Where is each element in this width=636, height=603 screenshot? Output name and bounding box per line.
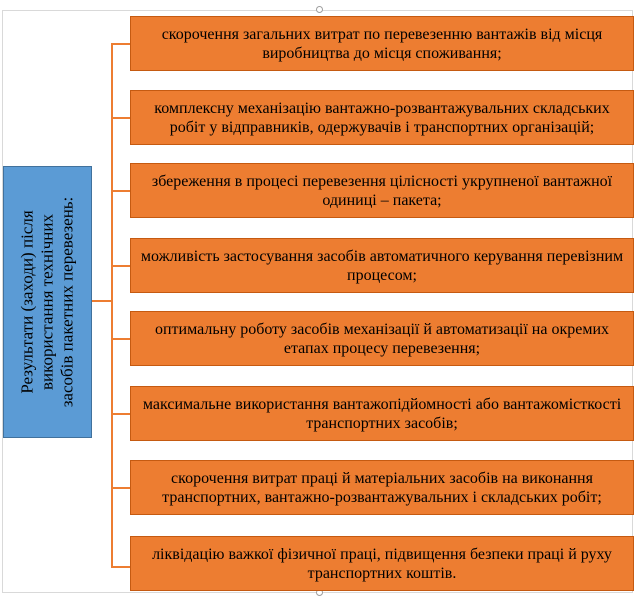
result-item-7: скорочення витрат праці й матеріальних засобів на виконання транспортних, вантажно-розвантажувальних і складських робіт; (130, 460, 634, 515)
connector-root-stub (92, 300, 112, 302)
connector-branch-4 (111, 265, 130, 267)
root-node (3, 166, 92, 438)
result-item-8: ліквідацію важкої фізичної праці, підвищення безпеки праці й руху транспортних коштів. (130, 536, 634, 591)
result-item-2: комплексну механізацію вантажно-розвантажувальних складських робіт у відправників, одержувачів і транспортних організацій; (130, 90, 634, 145)
result-item-5: оптимальну роботу засобів механізації й автоматизації на окремих етапах процесу перевезення; (130, 311, 634, 366)
root-label-line-1: Результати (заходи) після (17, 210, 37, 394)
connector-branch-7 (111, 487, 130, 489)
result-item-6: максимальне використання вантажопідйомності або вантажомісткості транспортних засобів; (130, 386, 634, 441)
connector-branch-3 (111, 190, 130, 192)
connector-branch-1 (111, 43, 130, 45)
result-item-3: збереження в процесі перевезення цілісності укрупненої вантажної одиниці – пакета; (130, 163, 634, 218)
result-item-4: можливість застосування засобів автоматичного керування перевізним процесом; (130, 238, 634, 293)
connector-branch-6 (111, 413, 130, 415)
root-label-line-3: засобів пакетних перевезень: (57, 196, 77, 408)
connector-branch-8 (111, 566, 130, 568)
connector-branch-5 (111, 338, 130, 340)
top-resize-handle[interactable] (316, 6, 323, 13)
connector-branch-2 (111, 117, 130, 119)
root-node-label (18, 197, 78, 408)
root-label-line-2: використання технічних (37, 214, 57, 390)
result-item-1: скорочення загальних витрат по перевезенню вантажів від місця виробництва до місця споживання; (130, 16, 634, 71)
connector-trunk (111, 43, 113, 568)
